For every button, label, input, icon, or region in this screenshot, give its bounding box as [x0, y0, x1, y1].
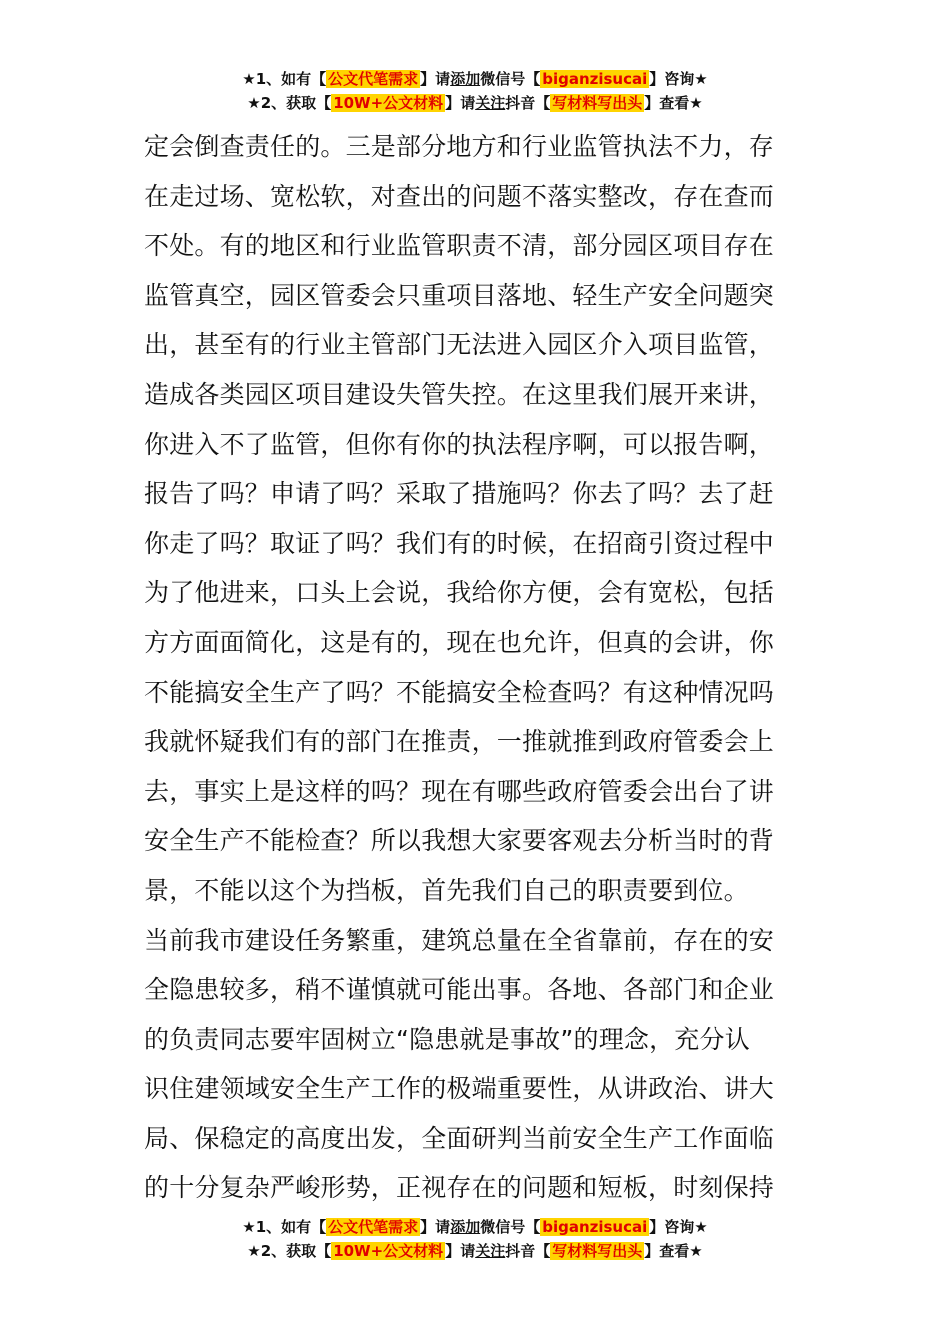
text-line: 识住建领域安全生产工作的极端重要性，从讲政治、讲大 — [144, 1074, 775, 1104]
text-line: 报告了吗？申请了吗？采取了措施吗？你去了吗？去了赶 — [144, 479, 775, 509]
footer-ad-banner — [0, 1216, 950, 1264]
text-line: 我就怀疑我们有的部门在推责，一推就推到政府管委会上 — [144, 727, 775, 757]
text-line: 全隐患较多，稍不谨慎就可能出事。各地、各部门和企业 — [144, 975, 775, 1005]
header-ad-banner — [0, 68, 950, 116]
text-line: 局、保稳定的高度出发，全面研判当前安全生产工作面临 — [144, 1123, 775, 1153]
text-line: 安全生产不能检查？所以我想大家要客观去分析当时的背 — [144, 826, 775, 856]
text-line: 为了他进来，口头上会说，我给你方便，会有宽松，包括 — [144, 578, 775, 608]
text-line: 景，不能以这个为挡板，首先我们自己的职责要到位。 — [144, 875, 749, 905]
text-line: 出，甚至有的行业主管部门无法进入园区介入项目监管， — [144, 330, 775, 360]
text-line: 的十分复杂严峻形势，正视存在的问题和短板，时刻保持 — [144, 1173, 775, 1203]
text-line: 在走过场、宽松软，对查出的问题不落实整改，存在查而 — [144, 181, 775, 211]
text-line: 去，事实上是这样的吗？现在有哪些政府管委会出台了讲 — [144, 776, 775, 806]
highlight-douyin: 写材料写出头 — [552, 94, 643, 112]
text-line: 你进入不了监管，但你有你的执法程序啊，可以报告啊， — [144, 429, 775, 459]
text-line: 不处。有的地区和行业监管职责不清，部分园区项目存在 — [144, 231, 775, 261]
document-body — [144, 122, 814, 1213]
text-line: 监管真空，园区管委会只重项目落地、轻生产安全问题突 — [144, 280, 775, 310]
text-line: 当前我市建设任务繁重，建筑总量在全省靠前，存在的安 — [144, 925, 775, 955]
highlight-wechat-id: biganzisucai — [542, 70, 648, 88]
text-line: 不能搞安全生产了吗？不能搞安全检查吗？有这种情况吗 — [144, 677, 775, 707]
text-line: 的负责同志要牢固树立“隐患就是事故”的理念，充分认 — [144, 1024, 750, 1054]
text-line: 造成各类园区项目建设失管失控。在这里我们展开来讲， — [144, 379, 775, 409]
banner-line-1: ★1、如有【 公文代笔需求 】请添加微信号【 biganzisucai 】咨询★ — [242, 70, 708, 88]
highlight-wechat-id: biganzisucai — [542, 1218, 648, 1236]
text-line: 你走了吗？取证了吗？我们有的时候，在招商引资过程中 — [144, 528, 775, 558]
highlight-douyin: 写材料写出头 — [552, 1242, 643, 1260]
banner-line-2: ★2、获取【 10W+公文材料 】请关注抖音【 写材料写出头 】查看★ — [247, 1242, 703, 1260]
highlight-materials: 10W+公文材料 — [333, 94, 444, 112]
text-line: 定会倒查责任的。三是部分地方和行业监管执法不力，存 — [144, 132, 775, 161]
banner-line-2: ★2、获取【 10W+公文材料 】请关注抖音【 写材料写出头 】查看★ — [247, 94, 703, 112]
text-line: 方方面面简化，这是有的，现在也允许，但真的会讲，你 — [144, 627, 775, 657]
highlight-materials: 10W+公文材料 — [333, 1242, 444, 1260]
highlight-service: 公文代笔需求 — [328, 70, 419, 88]
banner-line-1: ★1、如有【 公文代笔需求 】请添加微信号【 biganzisucai 】咨询★ — [242, 1218, 708, 1236]
highlight-service: 公文代笔需求 — [328, 1218, 419, 1236]
